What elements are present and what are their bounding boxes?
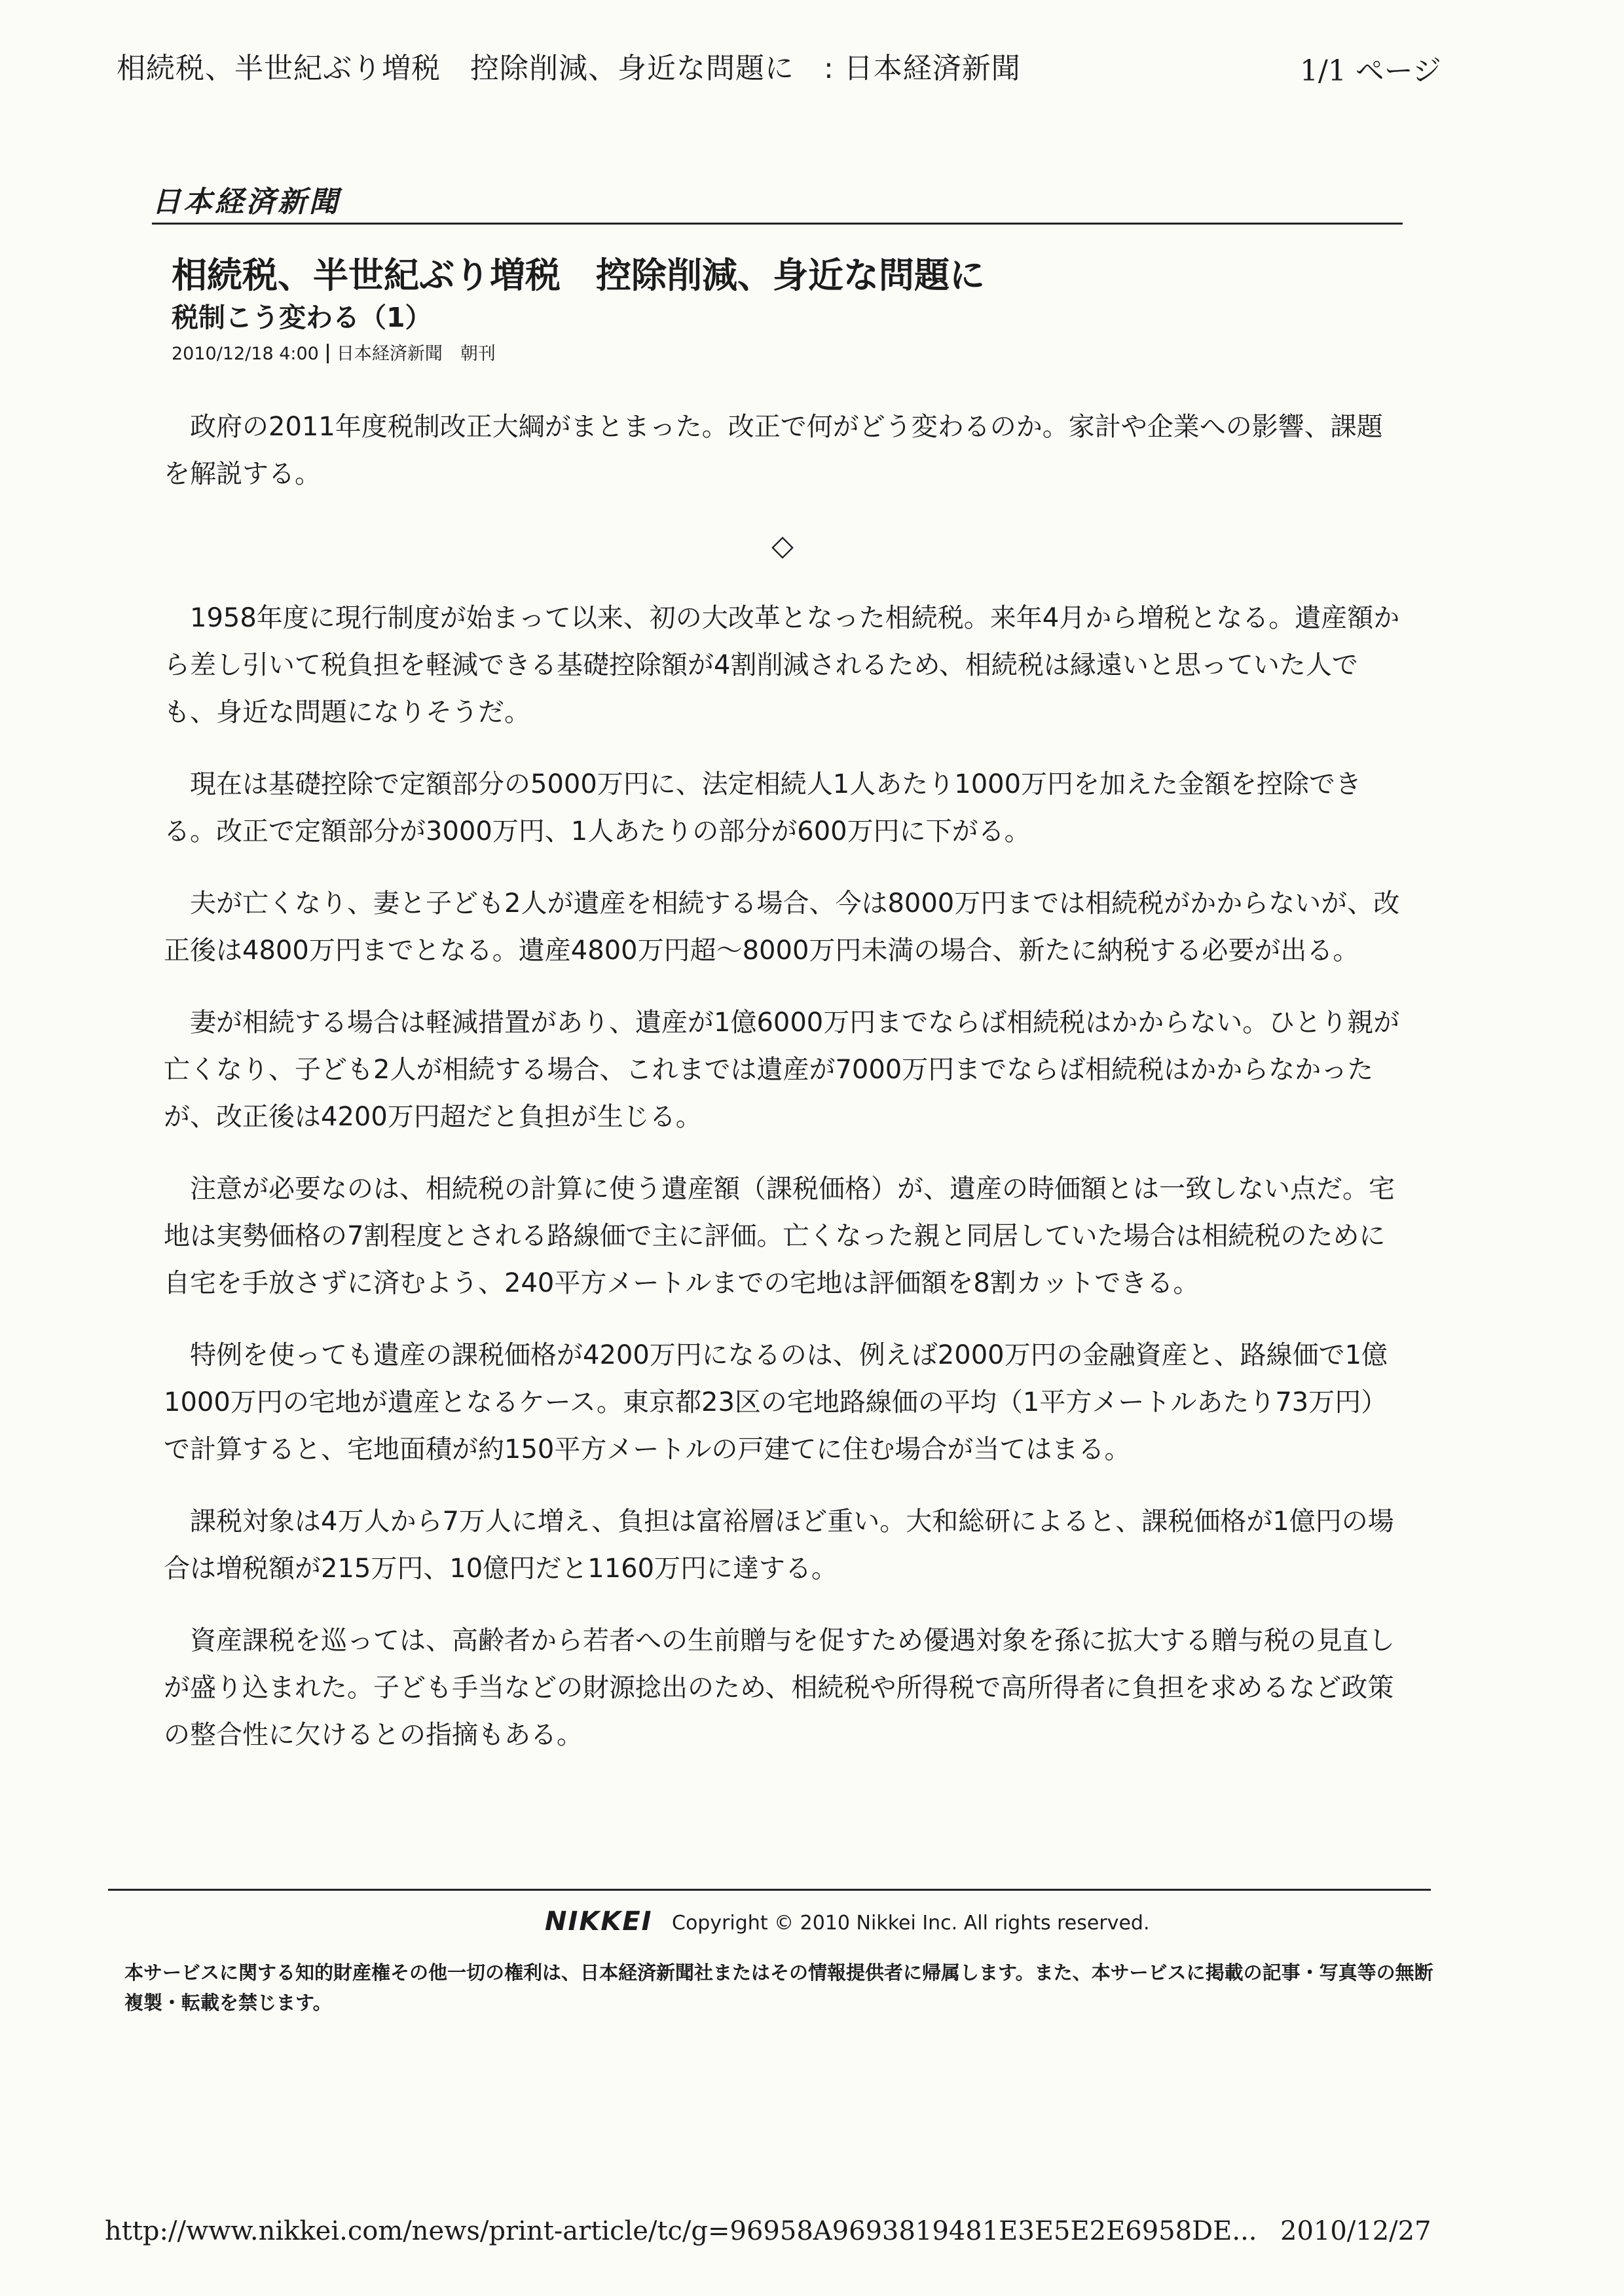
article-date: 2010/12/18 4:00 [172, 344, 319, 364]
footer-divider [108, 1889, 1431, 1891]
rights-notice: 本サービスに関する知的財産権その他一切の権利は、日本経済新聞社またはその情報提供者に帰属します。また、本サービスに掲載の記事・写真等の無断複製・転載を禁じます。 [124, 1961, 1433, 2014]
section-separator: ◇ [771, 529, 794, 562]
print-footer-url: http://www.nikkei.com/news/print-article/tc/g=96958A9693819481E3E5E2E6958DE... [105, 2216, 1257, 2246]
article-headline: 相続税、半世紀ぶり増税 控除削減、身近な問題に [172, 255, 985, 296]
print-footer-date: 2010/12/27 [1280, 2216, 1431, 2246]
print-header-title: 相続税、半世紀ぶり増税 控除削減、身近な問題に : 日本経済新聞 [117, 52, 1021, 85]
article-paragraph: 現在は基礎控除で定額部分の5000万円に、法定相続人1人あたり1000万円を加えた金額を控除できる。改正で定額部分が3000万円、1人あたりの部分が600万円に下がる。 [164, 769, 1362, 847]
copyright-text: Copyright © 2010 Nikkei Inc. All rights reserved. [672, 1912, 1150, 1935]
article-paragraph: 夫が亡くなり、妻と子ども2人が遺産を相続する場合、今は8000万円までは相続税がかからないが、改正後は4800万円までとなる。遺産4800万円超～8000万円未満の場合、新たに納税する必要が出る。 [164, 888, 1400, 966]
article-lead: 政府の2011年度税制改正大綱がまとまった。改正で何がどう変わるのか。家計や企業への影響、課題を解説する。 [164, 412, 1383, 489]
article-paragraph: 特例を使っても遺産の課税価格が4200万円になるのは、例えば2000万円の金融資産と、路線価で1億1000万円の宅地が遺産となるケース。東京都23区の宅地路線価の平均（1平方メートルあたり73万円）で計算すると、宅地面積が約150平方メートルの戸建てに住む場合が当てはまる。 [164, 1340, 1388, 1465]
article-paragraph: 注意が必要なのは、相続税の計算に使う遺産額（課税価格）が、遺産の時価額とは一致しない点だ。宅地は実勢価格の7割程度とされる路線価で主に評価。亡くなった親と同居していた場合は相続税のために自宅を手放さずに済むよう、240平方メートルまでの宅地は評価額を8割カットできる。 [164, 1174, 1395, 1298]
article-body [164, 403, 1401, 1783]
article-paragraph: 1958年度に現行制度が始まって以来、初の大改革となった相続税。来年4月から増税となる。遺産額から差し引いて税負担を軽減できる基礎控除額が4割削減されるため、相続税は縁遠いと思っていた人でも、身近な問題になりそうだ。 [164, 603, 1400, 727]
article-paragraph: 資産課税を巡っては、高齢者から若者への生前贈与を促すため優遇対象を孫に拡大する贈与税の見直しが盛り込まれた。子ども手当などの財源捻出のため、相続税や所得税で高所得者に負担を求めるなど政策の整合性に欠けるとの指摘もある。 [164, 1626, 1395, 1750]
print-header-page-number: 1/1 ページ [1300, 54, 1441, 88]
article-paragraph: 課税対象は4万人から7万人に増え、負担は富裕層ほど重い。大和総研によると、課税価格が1億円の場合は増税額が215万円、10億円だと1160万円に達する。 [164, 1506, 1394, 1584]
dateline-separator [327, 344, 329, 363]
article-subhead: 税制こう変わる（1） [172, 302, 432, 333]
article-paragraph: 妻が相続する場合は軽減措置があり、遺産が1億6000万円までならば相続税はかからない。ひとり親が亡くなり、子ども2人が相続する場合、これまでは遺産が7000万円までならば相続税はかからなかったが、改正後は4200万円超だと負担が生じる。 [164, 1008, 1400, 1132]
nikkei-logo: NIKKEI [545, 1906, 653, 1937]
masthead-divider [152, 223, 1403, 225]
article-dateline [172, 339, 496, 365]
article-source: 日本経済新聞 朝刊 [336, 344, 496, 364]
masthead-logo: 日本経済新聞 [152, 185, 341, 219]
